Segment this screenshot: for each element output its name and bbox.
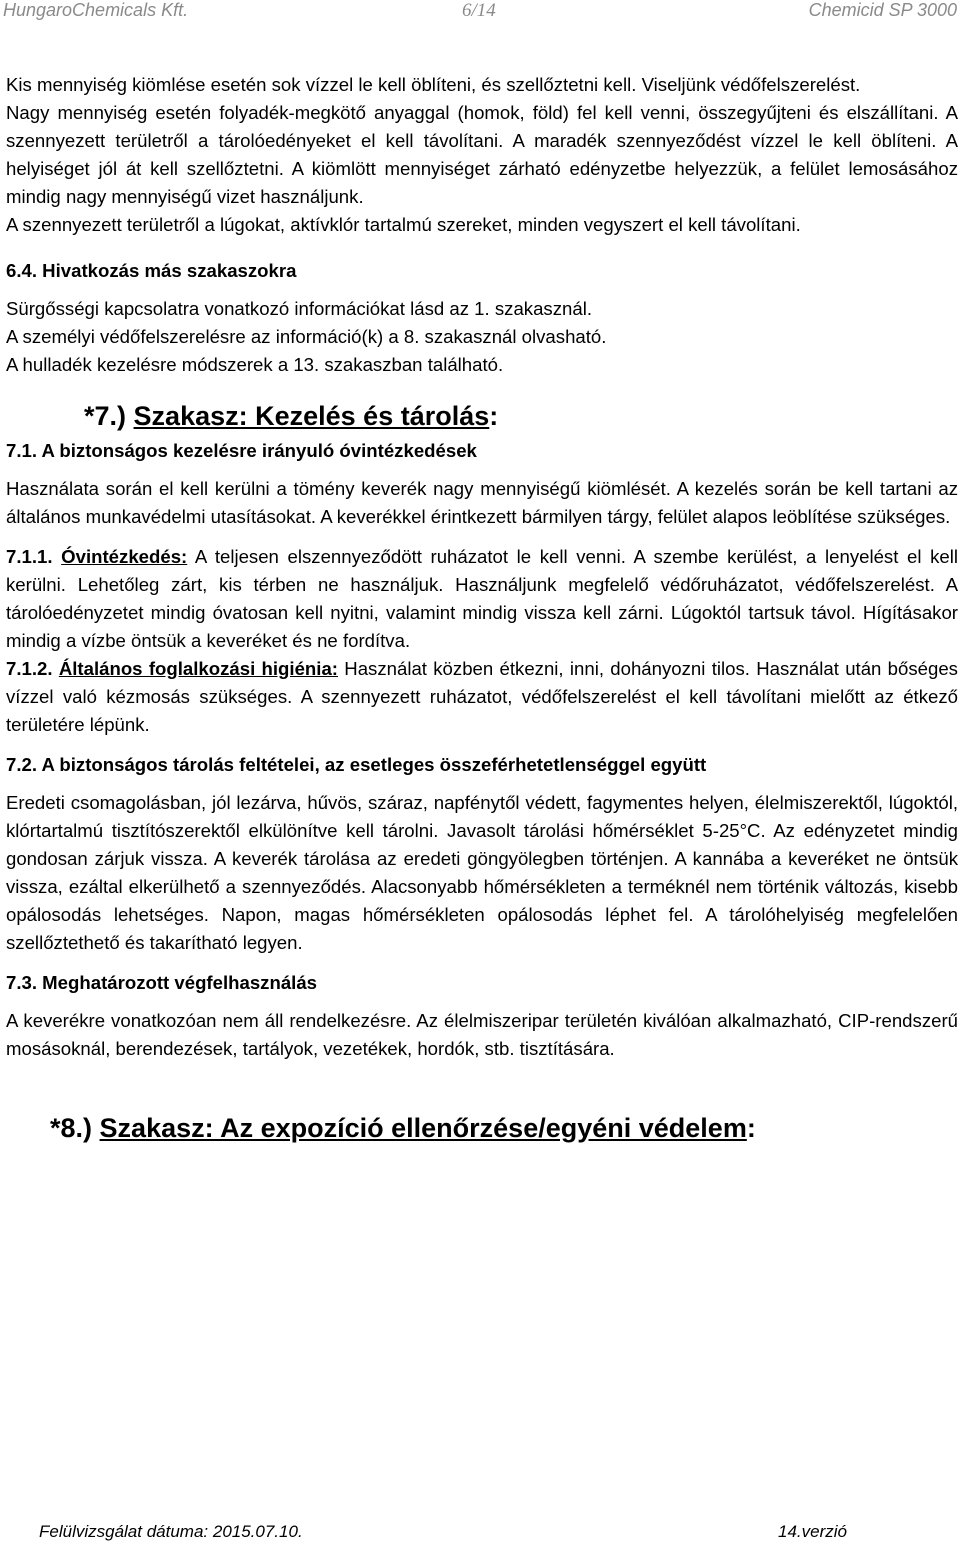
text-7-1-1: A teljesen elszennyeződött ruházatot le kell venni. A szembe kerülést, a lenyelést el kell kerülni. Lehetőleg zárt, kis térben ne használjuk. Használjunk megfelelő védőruházatot, védőfelszerelést. A tárolóedényzetet mindig óvatosan kell nyitni, valamint mindig vissza kell zárni. Lúgoktól tartsuk távol. Hígításakor mindig a vízbe öntsük a keveréket és ne fordítva. bbox=[6, 546, 958, 651]
paragraph-7-1-1 bbox=[6, 543, 958, 655]
paragraph-large-spill: Nagy mennyiség esetén folyadék-megkötő anyaggal (homok, föld) fel kell venni, összegyűjteni és elszállítani. A szennyezett területről a tárolóedényeket el kell távolítani. A maradék szennyeződést vízzel le kell öblíteni. A helyiséget jól át kell szellőztetni. A kiömlött mennyiséget zárható edényzetbe helyezzük, a felület lemosásához mindig nagy mennyiségű vizet használjunk. bbox=[6, 102, 958, 207]
ref-line-3: A hulladék kezelésre módszerek a 13. szakaszban található. bbox=[6, 354, 504, 375]
page-header bbox=[0, 0, 960, 30]
section-8-prefix: *8.) bbox=[50, 1113, 93, 1143]
paragraph-small-spill: Kis mennyiség kiömlése esetén sok vízzel le kell öblíteni, és szellőztetni kell. Viseljünk védőfelszerelést. bbox=[6, 74, 861, 95]
section-8-colon: : bbox=[746, 1113, 756, 1143]
document-body bbox=[6, 71, 958, 1145]
number-7-1-1: 7.1.1. bbox=[6, 546, 53, 567]
text-7-1-2: Használat közben étkezni, inni, dohányozni tilos. Használat után bőséges vízzel való kézmosás szükséges. A szennyezett ruházatot, védőfelszerelést el kell távolítani mielőtt az étkező területére lépünk. bbox=[6, 658, 958, 735]
section-7-prefix: *7.) bbox=[84, 401, 127, 431]
paragraph-7-3: A keverékre vonatkozóan nem áll rendelkezésre. Az élelmiszeripar területén kiválóan alkalmazható, CIP-rendszerű mosásoknál, berendezések, tartályok, vezetékek, hordók, stb. tisztítására. bbox=[6, 1010, 958, 1059]
section-7-label: Szakasz: Kezelés és tárolás bbox=[133, 401, 490, 431]
paragraph-7-2: Eredeti csomagolásban, jól lezárva, hűvös, száraz, napfénytől védett, fagymentes helyen, élelmiszerektől, lúgoktól, klórtartalmú tisztítószerektől elkülönítve kell tárolni. Javasolt tárolási hőmérséklet 5-25°C. Az edényzetet mindig gondosan zárjuk vissza. A keverék tárolása az eredeti göngyölegben történjen. A kannába a keveréket ne öntsük vissza, ezáltal elkerülhető a szennyeződés. Alacsonyabb hőmérsékleten a terméknél nem történik változás, kisebb opálosodás lehetséges. Napon, magas hőmérsékleten opálosodás léphet fel. A tárolóhelyiség megfelelően szellőztethető és takarítható legyen. bbox=[6, 792, 958, 953]
paragraph-7-1: Használata során el kell kerülni a tömény keverék nagy mennyiségű kiömlését. A kezelés során be kell tartani az általános munkavédelmi utasításokat. A keverékkel érintkezett bármilyen tárgy, felület alapos leöblítése szükséges. bbox=[6, 478, 958, 527]
paragraph-7-1-2 bbox=[6, 655, 958, 739]
label-7-1-2: Általános foglalkozási higiénia: bbox=[58, 658, 338, 679]
heading-7-1: 7.1. A biztonságos kezelésre irányuló óvintézkedések bbox=[6, 440, 477, 461]
heading-6-4: 6.4. Hivatkozás más szakaszokra bbox=[6, 260, 297, 281]
page-number: 6/14 bbox=[462, 0, 496, 21]
ref-line-1: Sürgősségi kapcsolatra vonatkozó információkat lásd az 1. szakasznál. bbox=[6, 298, 593, 319]
section-7-title bbox=[6, 399, 958, 433]
paragraph-remove-chemicals: A szennyezett területről a lúgokat, aktívklór tartalmú szereket, minden vegyszert el kell távolítani. bbox=[6, 214, 801, 235]
version: 14.verzió bbox=[778, 1522, 847, 1541]
company-name: HungaroChemicals Kft. bbox=[3, 0, 189, 20]
page-footer bbox=[0, 1518, 960, 1546]
heading-7-3: 7.3. Meghatározott végfelhasználás bbox=[6, 972, 318, 993]
number-7-1-2: 7.1.2. bbox=[6, 658, 53, 679]
review-date: Felülvizsgálat dátuma: 2015.07.10. bbox=[39, 1522, 303, 1541]
label-7-1-1: Óvintézkedés: bbox=[61, 546, 188, 567]
section-8-label: Szakasz: Az expozíció ellenőrzése/egyéni védelem bbox=[99, 1113, 747, 1143]
section-8-title bbox=[6, 1111, 958, 1145]
ref-line-2: A személyi védőfelszerelésre az információ(k) a 8. szakasznál olvasható. bbox=[6, 326, 607, 347]
section-7-colon: : bbox=[489, 401, 499, 431]
product-name: Chemicid SP 3000 bbox=[808, 0, 957, 20]
heading-7-2: 7.2. A biztonságos tárolás feltételei, az esetleges összeférhetetlenséggel együtt bbox=[6, 754, 707, 775]
